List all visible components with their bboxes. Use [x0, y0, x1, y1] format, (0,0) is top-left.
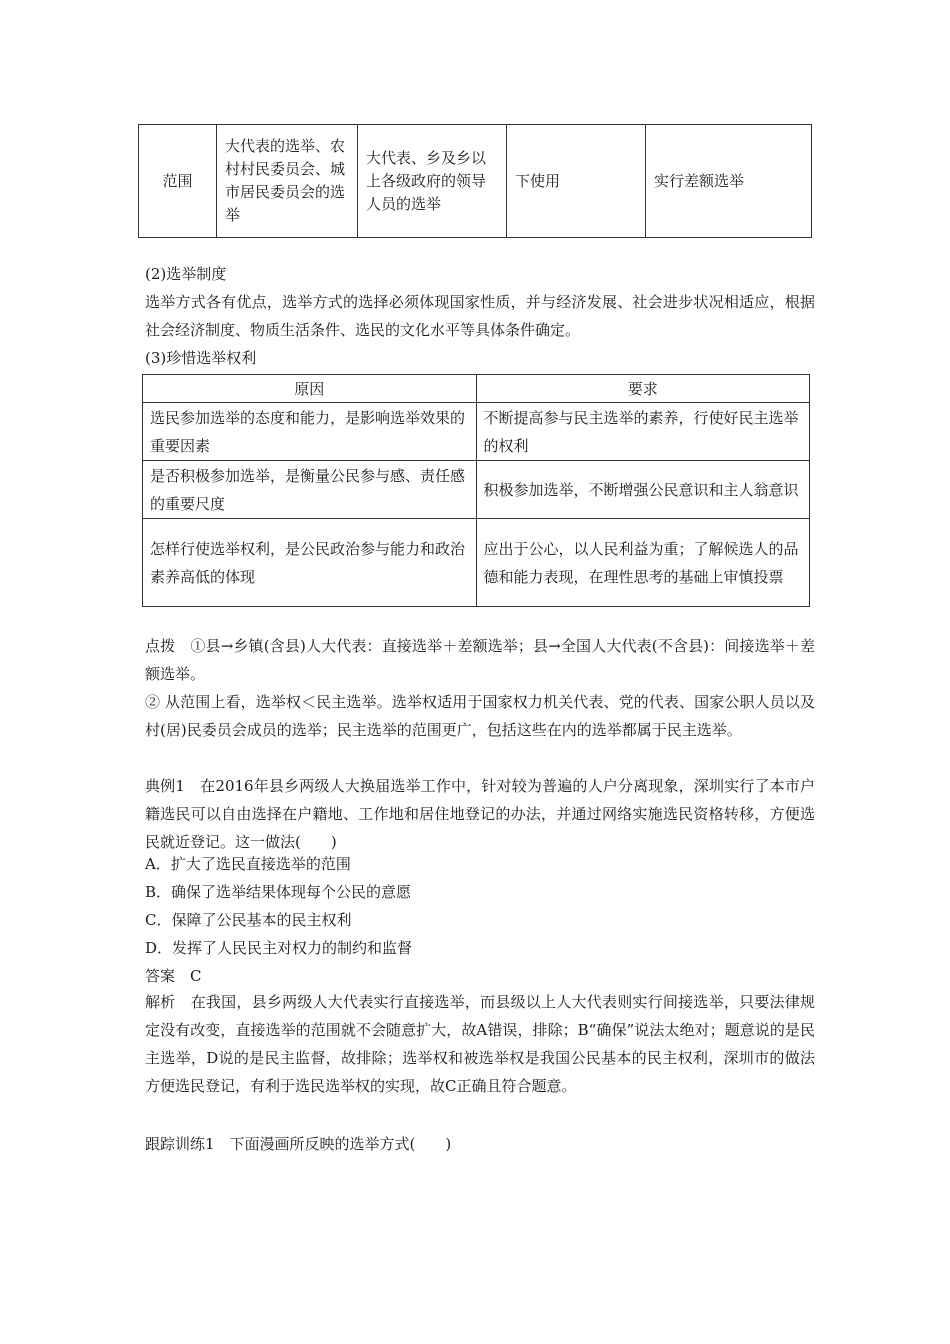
- table-cell: 选民参加选举的态度和能力，是影响选举效果的重要因素: [143, 403, 477, 461]
- tip-paragraph: 点拨 ①县→乡镇(含县)人大代表：直接选举＋差额选举；县→全国人大代表(不含县)：间接选举＋差额选举。: [145, 637, 815, 683]
- reason-requirement-table: [142, 374, 810, 607]
- column-header: 原因: [143, 375, 477, 403]
- table-row: [143, 403, 810, 461]
- section-heading: (2)选举制度: [145, 265, 227, 283]
- table-cell: 大代表、乡及乡以上各级政府的领导人员的选举: [358, 125, 507, 238]
- table-cell: 不断提高参与民主选举的素养，行使好民主选举的权利: [476, 403, 810, 461]
- table-cell: 应出于公心，以人民利益为重；了解候选人的品德和能力表现，在理性思考的基础上审慎投票: [476, 519, 810, 607]
- table-cell: 大代表的选举、农村村民委员会、城市居民委员会的选举: [217, 125, 358, 238]
- table-cell: 实行差额选举: [646, 125, 812, 238]
- election-type-table: [138, 124, 812, 238]
- option-d: D．发挥了人民民主对权力的制约和监督: [145, 939, 413, 957]
- paragraph: 选举方式各有优点，选举方式的选择必须体现国家性质，并与经济发展、社会进步状况相适应，根据社会经济制度、物质生活条件、选民的文化水平等具体条件确定。: [145, 293, 815, 339]
- table-header-row: [143, 375, 810, 403]
- option-a: A．扩大了选民直接选举的范围: [145, 855, 351, 873]
- section-heading: (3)珍惜选举权利: [145, 349, 257, 367]
- table-row: [139, 125, 812, 238]
- column-header: 要求: [476, 375, 810, 403]
- table-cell: 积极参加选举，不断增强公民意识和主人翁意识: [476, 461, 810, 519]
- analysis: 解析 在我国，县乡两级人大代表实行直接选举，而县级以上人大代表则实行间接选举，只要法律规定没有改变，直接选举的范围就不会随意扩大，故A错误，排除；B“确保”说法太绝对；题意说的是民主选举，D说的是民主监督，故排除；选举权和被选举权是我国公民基本的民主权利，深圳市的做法方便选民登记，有利于选民选举权的实现，故C正确且符合题意。: [145, 993, 815, 1095]
- example-stem: 典例1 在2016年县乡两级人大换届选举工作中，针对较为普遍的人户分离现象，深圳实行了本市户籍选民可以自由选择在户籍地、工作地和居住地登记的办法，并通过网络实施选民资格转移，方便选民就近登记。这一做法( ): [145, 777, 815, 851]
- answer: 答案 C: [145, 967, 202, 985]
- table-cell: 怎样行使选举权利，是公民政治参与能力和政治素养高低的体现: [143, 519, 477, 607]
- table-cell: 是否积极参加选举，是衡量公民参与感、责任感的重要尺度: [143, 461, 477, 519]
- table-cell: 下使用: [507, 125, 646, 238]
- practice-stem: 跟踪训练1 下面漫画所反映的选举方式( ): [145, 1135, 452, 1153]
- option-b: B．确保了选举结果体现每个公民的意愿: [145, 883, 412, 901]
- tip-paragraph: ② 从范围上看，选举权＜民主选举。选举权适用于国家权力机关代表、党的代表、国家公职人员以及村(居)民委员会成员的选举；民主选举的范围更广，包括这些在内的选举都属于民主选举。: [145, 693, 815, 739]
- option-c: C．保障了公民基本的民主权利: [145, 911, 352, 929]
- table-cell: 范围: [139, 125, 217, 238]
- table-row: [143, 519, 810, 607]
- table-row: [143, 461, 810, 519]
